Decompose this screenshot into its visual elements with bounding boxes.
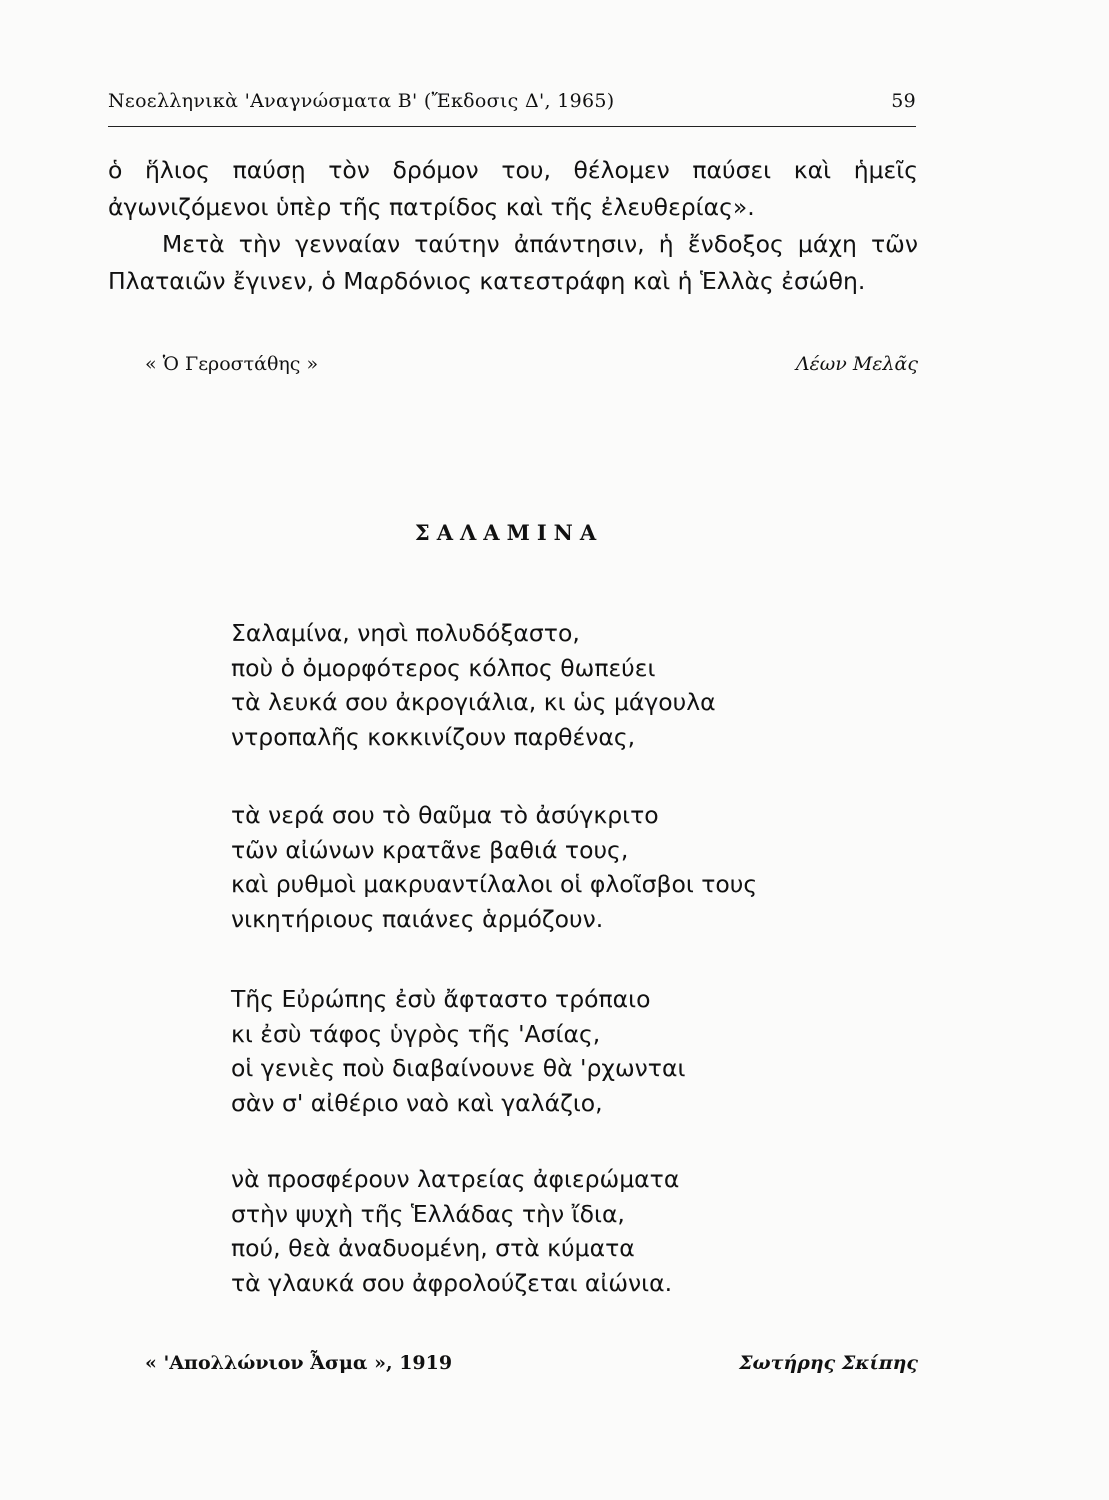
poem-line: τὰ γλαυκά σου ἀφρολούζεται αἰώνια. xyxy=(231,1268,673,1297)
poem-line: στὴν ψυχὴ τῆς Ἑλλάδας τὴν ἴδια, xyxy=(231,1199,625,1228)
source-work-title: « 'Απολλώνιον Ἆσμα », 1919 xyxy=(145,1352,453,1374)
poem-title: ΣΑΛΑΜΙΝΑ xyxy=(414,520,604,545)
poem-line: κι ἐσὺ τάφος ὑγρὸς τῆς 'Ασίας, xyxy=(231,1019,601,1048)
poem-line: νὰ προσφέρουν λατρείας ἀφιερώματα xyxy=(231,1165,680,1193)
poem-line: ποὺ ὁ ὀμορφότερος κόλπος θωπεύει xyxy=(231,653,656,682)
poem-line: Τῆς Εὐρώπης ἐσὺ ἄφταστο τρόπαιο xyxy=(231,985,651,1013)
page-number: 59 xyxy=(891,90,916,112)
poem-line: ντροπαλῆς κοκκινίζουν παρθένας, xyxy=(231,722,636,751)
source-credit-2 xyxy=(145,1352,918,1380)
prose-paragraph-2: Μετὰ τὴν γενναίαν ταύτην ἀπάντησιν, ἡ ἔνδοξος μάχη τῶν Πλαταιῶν ἔγινεν, ὁ Μαρδόνιος κατεστράφη καὶ ἡ Ἑλλὰς ἐσώθη. xyxy=(108,230,918,295)
poem-line: σὰν σ' αἰθέριο ναὸ καὶ γαλάζιο, xyxy=(231,1088,603,1117)
poem-line: νικητήριους παιάνες ἁρμόζουν. xyxy=(231,904,604,933)
poem-stanza-4 xyxy=(231,1162,831,1300)
poem-stanza-2 xyxy=(231,798,831,936)
poem-line: τῶν αἰώνων κρατᾶνε βαθιά τους, xyxy=(231,835,629,864)
source-author: Σωτήρης Σκίπης xyxy=(739,1352,918,1374)
poem-line: οἱ γενιὲς ποὺ διαβαίνουνε θὰ 'ρχωνται xyxy=(231,1054,686,1082)
poem-line: καὶ ρυθμοὶ μακρυαντίλαλοι οἱ φλοῖσβοι τους xyxy=(231,870,758,898)
poem-stanza-3 xyxy=(231,982,831,1120)
source-work-title: « Ὁ Γεροστάθης » xyxy=(145,353,319,375)
poem-line: Σαλαμίνα, νησὶ πολυδόξαστο, xyxy=(231,619,580,647)
source-author: Λέων Μελᾶς xyxy=(795,353,918,375)
poem-stanza-1 xyxy=(231,616,831,754)
poem-line: πού, θεὰ ἀναδυομένη, στὰ κύματα xyxy=(231,1234,635,1262)
prose-block xyxy=(108,152,918,300)
running-title: Νεοελληνικὰ 'Αναγνώσματα Β' (Ἔκδοσις Δ', 1965) xyxy=(108,90,615,112)
prose-paragraph-1: ὁ ἥλιος παύσῃ τὸν δρόμον του, θέλομεν παύσει καὶ ἡμεῖς ἀγωνιζόμενοι ὑπὲρ τῆς πατρίδος καὶ τῆς ἐλευθερίας». xyxy=(108,156,918,221)
running-head xyxy=(108,90,916,120)
source-credit-1 xyxy=(145,353,918,381)
poem-line: τὰ λευκά σου ἀκρογιάλια, κι ὡς μάγουλα xyxy=(231,688,716,716)
poem-line: τὰ νερά σου τὸ θαῦμα τὸ ἀσύγκριτο xyxy=(231,801,659,829)
header-rule xyxy=(108,126,916,127)
